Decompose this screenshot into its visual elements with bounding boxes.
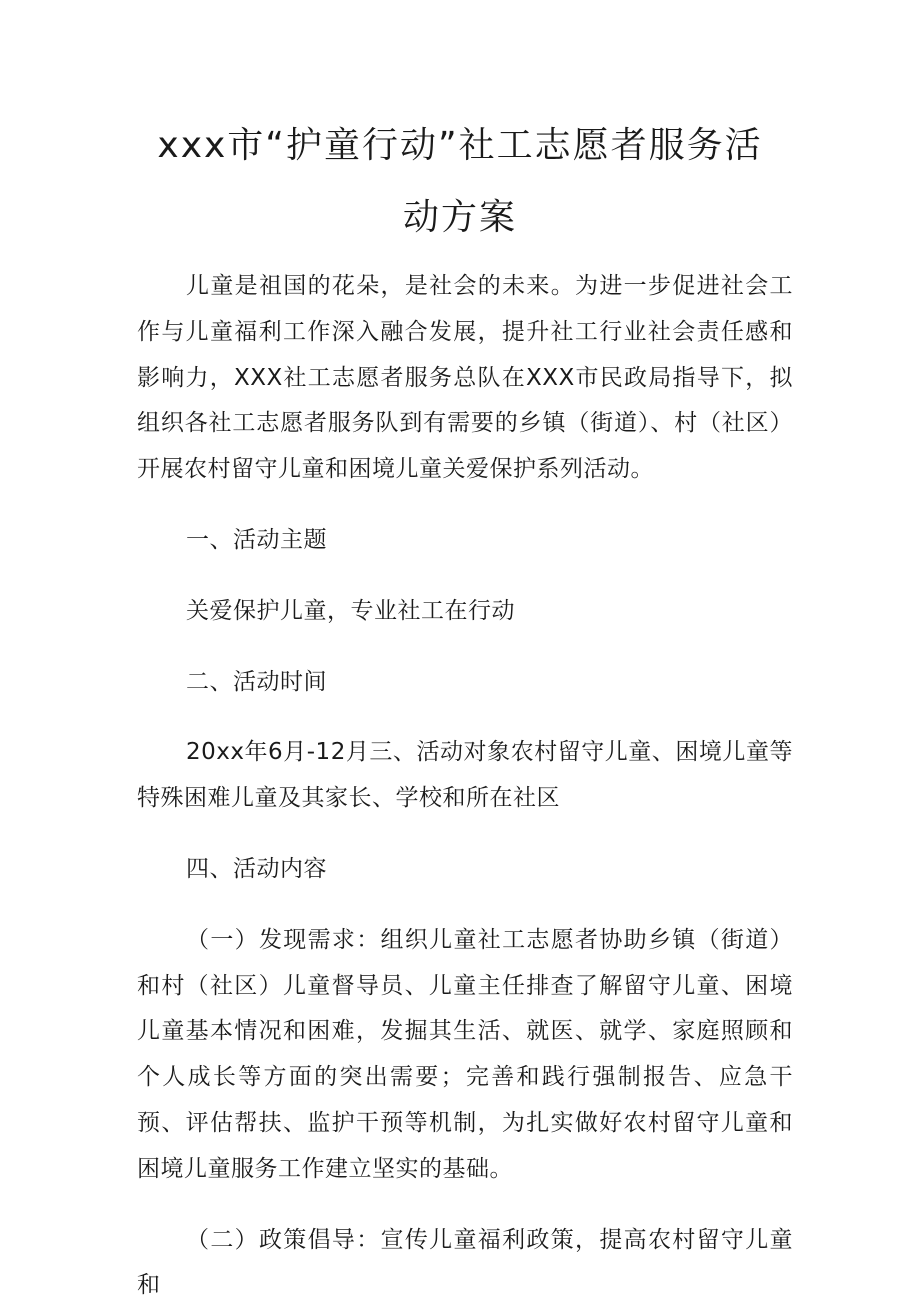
content-item-2: （二）政策倡导：宣传儿童福利政策，提高农村留守儿童和 (137, 1226, 793, 1299)
section2-text: 20xx年6月-12月三、活动对象农村留守儿童、困境儿童等特殊困难儿童及其家长、学校和所在社区 (137, 739, 793, 812)
document-body (137, 264, 793, 1309)
section2-heading: 二、活动时间 (186, 668, 327, 695)
section4-heading: 四、活动内容 (186, 855, 327, 882)
section1-text: 关爱保护儿童，专业社工在行动 (186, 597, 515, 624)
intro-paragraph: 儿童是祖国的花朵，是社会的未来。为进一步促进社会工作与儿童福利工作深入融合发展，提升社工行业社会责任感和影响力，XXX社工志愿者服务总队在XXX市民政局指导下，拟组织各社工志愿者服务队到有需要的乡镇（街道）、村（社区）开展农村留守儿童和困境儿童关爱保护系列活动。 (137, 273, 793, 483)
document-title-line1: xxx市“护童行动”社工志愿者服务活 (157, 125, 763, 166)
content-item-1: （一）发现需求：组织儿童社工志愿者协助乡镇（街道）和村（社区）儿童督导员、儿童主任排查了解留守儿童、困境儿童基本情况和困难，发掘其生活、就医、就学、家庭照顾和个人成长等方面的突出需要；完善和践行强制报告、应急干预、评估帮扶、监护干预等机制，为扎实做好农村留守儿童和困境儿童服务工作建立坚实的基础。 (137, 926, 793, 1182)
document-title-line2: 动方案 (402, 197, 517, 238)
section1-heading: 一、活动主题 (186, 526, 327, 553)
